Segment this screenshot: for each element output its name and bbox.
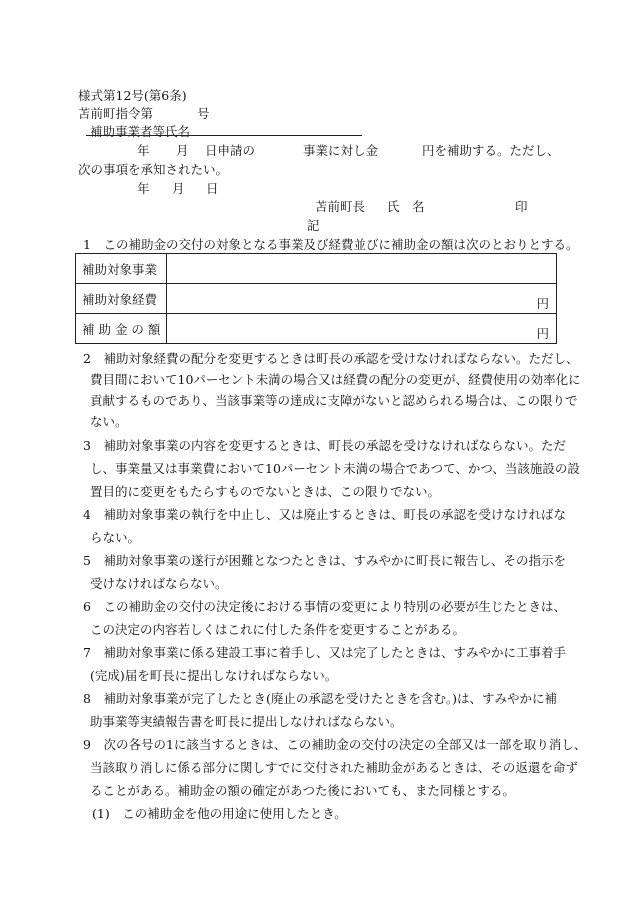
clause-7-line: (完成)届を町長に提出しなければならない。 [90,668,338,683]
date-day: 日 [206,181,219,196]
clause-5-line: 5 補助対象事業の遂行が困難となつたときは、すみやかに町長に報告し、その指示を [83,553,566,568]
clause-8-line: 8 補助対象事業が完了したとき(廃止の承認を受けたときを含む。)は、すみやかに補 [83,691,557,706]
clause-6-line: 6 この補助金の交付の決定後における事情の変更により特別の必要が生じたときは、 [83,599,566,614]
clause-2-line: 貢献するものであり、当該事業等の達成に支障がないと認められる場合は、この限りで [90,393,578,408]
yen-unit: 円 [536,296,549,311]
ki-heading: 記 [307,218,320,233]
intro-month: 月 [176,143,189,158]
clause-4-line: 4 補助対象事業の執行を中止し、又は廃止するときは、町長の承認を受けなければな [83,507,566,522]
item-1: 1 この補助金の交付の対象となる事業及び経費並びに補助金の額は次のとおりとする。 [83,237,579,252]
yen-unit: 円 [536,326,549,341]
clause-2-line: 2 補助対象経費の配分を変更するときは町長の承認を受けなければならない。ただし、 [83,351,579,366]
clause-3-line: 3 補助対象事業の内容を変更するときは、町長の承認を受けなければならない。ただ [83,438,566,453]
name-label: 氏 名 [387,199,425,214]
clause-3-line: し、事業量又は事業費において10パーセント未満の場合であつて、かつ、当該施設の設 [90,461,580,476]
clause-2-line: 費目間において10パーセント未満の場合又は経費の配分の変更が、経費使用の効率化に [90,372,581,387]
intro-line2: 次の事項を承知されたい。 [78,162,229,177]
clause-9-line: 9 次の各号の1に該当するときは、この補助金の交付の決定の全部又は一部を取り消し、 [83,737,587,752]
clause-5-line: 受けなければならない。 [90,576,228,591]
date-year: 年 [137,181,150,196]
sub-item-1: (1) この補助金を他の用途に使用したとき。 [92,806,347,821]
clause-4-line: らない。 [90,530,141,545]
mayor-title: 苫前町長 [315,199,366,214]
table-value [167,284,557,314]
clause-7-line: 7 補助対象事業に係る建設工事に着手し、又は完了したときは、すみやかに工事着手 [83,645,566,660]
form-number: 様式第12号(第6条) [78,88,187,103]
clause-9-line: ることがある。補助金の額の確定があつた後においても、また同様とする。 [90,783,516,798]
table-row [76,314,557,344]
table-value [167,314,557,344]
table-label: 補助対象事業 [76,254,167,284]
seal-mark: 印 [515,199,528,214]
clause-2-line: ない。 [90,414,128,429]
date-month: 月 [172,181,185,196]
table-label: 補 助 金 の 額 [76,314,167,344]
intro-day-applied: 日申請の [205,143,256,158]
recipient-underline [86,135,362,136]
directive-prefix: 苫前町指令第 [78,106,154,121]
table-row [76,254,557,284]
clause-3-line: 置目的に変更をもたらすものでないときは、この限りでない。 [90,484,441,499]
clause-6-line: この決定の内容若しくはこれに付した条件を変更することがある。 [90,622,466,637]
intro-project-grant: 事業に対し金 [303,143,379,158]
clause-8-line: 助事業等実績報告書を町長に提出しなければならない。 [90,714,403,729]
recipient-label: 補助事業者等氏名 [90,124,191,139]
table-row [76,284,557,314]
clause-9-line: 当該取り消しに係る部分に関しすでに交付された補助金があるときは、その返還を命ず [90,760,578,775]
table-value [167,254,557,284]
subsidy-summary-table [75,253,557,344]
table-label: 補助対象経費 [76,284,167,314]
directive-suffix: 号 [197,106,210,121]
intro-year: 年 [137,143,150,158]
intro-yen-subsidize: 円を補助する。ただし、 [422,143,560,158]
